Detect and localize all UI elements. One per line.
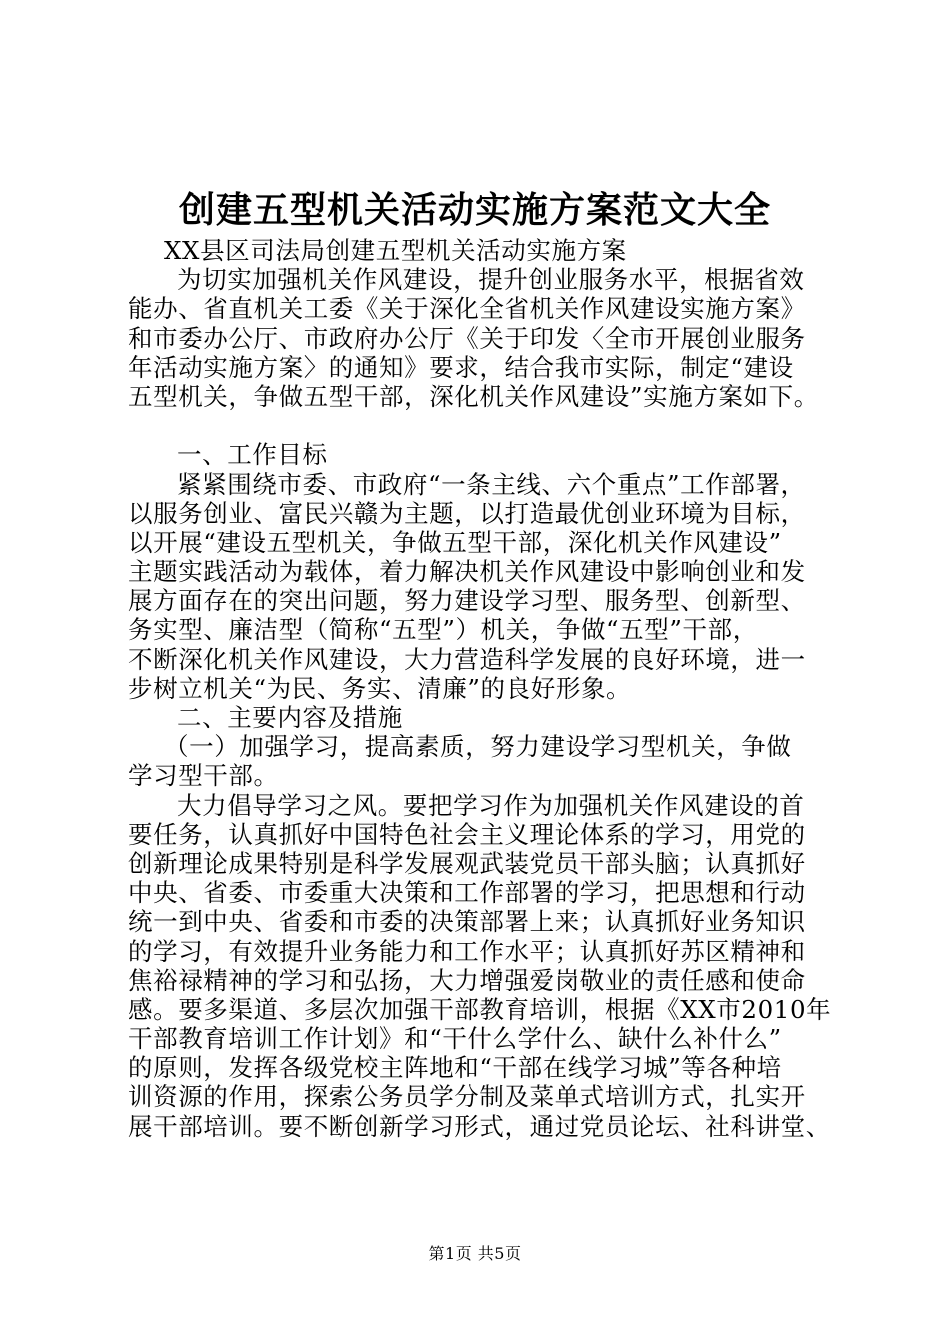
paragraph-line: 展方面存在的突出问题，努力建设学习型、服务型、创新型、 — [128, 586, 806, 616]
subtitle-line: XX县区司法局创建五型机关活动实施方案 — [164, 236, 627, 265]
document-title: 创建五型机关活动实施方案范文大全 — [178, 189, 771, 231]
paragraph-line: 步树立机关“为民、务实、清廉”的良好形象。 — [128, 673, 632, 703]
paragraph-line: 不断深化机关作风建设，大力营造科学发展的良好环境，进一 — [128, 644, 806, 674]
paragraph-line: 感。要多渠道、多层次加强干部教育培训，根据《XX市2010年 — [128, 994, 832, 1024]
page-number-footer: 第1页 共5页 — [428, 1244, 522, 1263]
paragraph-line: 统一到中央、省委和市委的决策部署上来；认真抓好业务知识 — [128, 907, 806, 937]
paragraph-line: 要任务，认真抓好中国特色社会主义理论体系的学习，用党的 — [128, 819, 806, 849]
paragraph-line: 务实型、廉洁型（简称“五型”）机关，争做“五型”干部， — [128, 615, 758, 645]
paragraph-line: 以服务创业、富民兴赣为主题，以打造最优创业环境为目标， — [128, 498, 806, 528]
paragraph-line: 的学习，有效提升业务能力和工作水平；认真抓好苏区精神和 — [128, 936, 806, 966]
paragraph-line: 创新理论成果特别是科学发展观武装党员干部头脑；认真抓好 — [128, 848, 806, 878]
paragraph-line: 五型机关，争做五型干部，深化机关作风建设”实施方案如下。 — [128, 381, 819, 411]
paragraph-line: 主题实践活动为载体，着力解决机关作风建设中影响创业和发 — [128, 557, 806, 587]
paragraph-line: 能办、省直机关工委《关于深化全省机关作风建设实施方案》 — [128, 294, 806, 324]
section-heading: 二、主要内容及措施 — [177, 703, 403, 732]
paragraph-line: 为切实加强机关作风建设，提升创业服务水平，根据省效 — [177, 265, 805, 295]
paragraph-line: 展干部培训。要不断创新学习形式，通过党员论坛、社科讲堂、 — [128, 1111, 831, 1141]
paragraph-line: 干部教育培训工作计划》和“干什么学什么、缺什么补什么” — [128, 1024, 782, 1054]
paragraph-line: 以开展“建设五型机关，争做五型干部，深化机关作风建设” — [128, 527, 782, 557]
paragraph-line: 紧紧围绕市委、市政府“一条主线、六个重点”工作部署， — [177, 469, 806, 499]
paragraph-line: 年活动实施方案〉的通知》要求，结合我市实际，制定“建设 — [128, 352, 794, 382]
paragraph-line: 的原则，发挥各级党校主阵地和“干部在线学习城”等各种培 — [128, 1053, 782, 1083]
paragraph-line: 和市委办公厅、市政府办公厅《关于印发〈全市开展创业服务 — [128, 323, 806, 353]
subsection-heading: （一）加强学习，提高素质，努力建设学习型机关，争做 — [164, 732, 792, 762]
paragraph-line: 焦裕禄精神的学习和弘扬，大力增强爱岗敬业的责任感和使命 — [128, 965, 806, 995]
paragraph-line: 训资源的作用，探索公务员学分制及菜单式培训方式，扎实开 — [128, 1082, 806, 1112]
paragraph-line: 中央、省委、市委重大决策和工作部署的学习，把思想和行动 — [128, 878, 806, 908]
paragraph-gap — [128, 411, 833, 440]
document-body — [128, 236, 833, 1141]
paragraph-line: 大力倡导学习之风。要把学习作为加强机关作风建设的首 — [177, 790, 805, 820]
subsection-heading: 学习型干部。 — [128, 761, 279, 791]
section-heading: 一、工作目标 — [177, 440, 328, 470]
